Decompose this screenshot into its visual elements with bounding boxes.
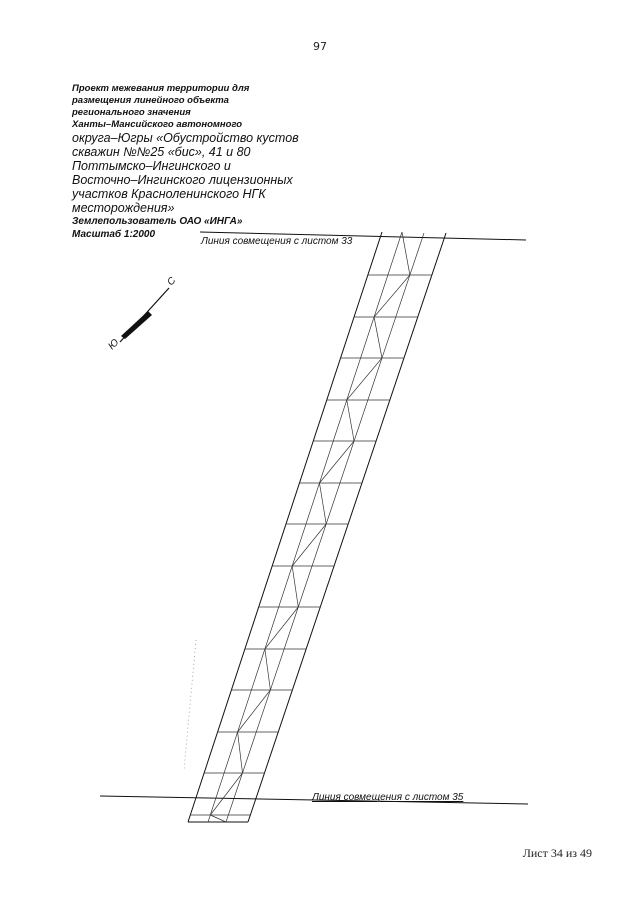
- grid-diagonal: [374, 317, 382, 358]
- title-line: Ханты–Мансийского автономного: [72, 119, 243, 130]
- grid-diagonal: [210, 773, 242, 815]
- dotted-boundary: [184, 640, 196, 770]
- title-line: месторождения»: [72, 201, 175, 215]
- corridor-left-edge: [188, 232, 382, 822]
- sheet-number: Лист 34 из 49: [522, 846, 592, 860]
- title-line: округа–Югры «Обустройство кустов: [72, 131, 299, 145]
- title-line: Поттымско–Ингинского и: [72, 159, 231, 173]
- title-line: Землепользователь ОАО «ИНГА»: [72, 216, 243, 227]
- grid-diagonal: [292, 566, 298, 607]
- title-line: Масштаб 1:2000: [72, 229, 156, 240]
- corridor-right-edge: [248, 233, 446, 822]
- grid-longitudinal: [208, 232, 402, 822]
- grid-diagonal: [319, 483, 326, 524]
- title-line: скважин №№25 «бис», 41 и 80: [72, 145, 251, 159]
- grid-diagonal: [292, 524, 326, 566]
- grid-diagonal: [238, 690, 271, 732]
- page-number: 97: [313, 40, 327, 53]
- grid-diagonal: [265, 607, 298, 649]
- south-label: Ю: [106, 337, 122, 353]
- grid-longitudinal: [226, 233, 424, 822]
- title-line: участков Красноленинского НГК: [72, 187, 266, 201]
- grid-diagonal: [265, 649, 270, 690]
- grid-diagonal: [402, 232, 410, 275]
- title-line: Проект межевания территории для: [72, 83, 250, 94]
- grid-diagonal: [319, 441, 354, 483]
- north-arrow: [106, 275, 178, 352]
- match-line-bottom-label: Линия совмещения с листом 35: [312, 792, 464, 803]
- title-line: регионального значения: [72, 107, 191, 118]
- north-label: С: [165, 275, 179, 289]
- grid-diagonal: [347, 358, 382, 400]
- grid-diagonal: [210, 815, 226, 822]
- grid-diagonal: [347, 400, 354, 441]
- match-line-top-label: Линия совмещения с листом 33: [201, 236, 353, 247]
- title-line: размещения линейного объекта: [72, 95, 229, 106]
- grid-diagonal: [374, 275, 410, 317]
- grid-diagonal: [238, 732, 243, 773]
- title-line: Восточно–Ингинского лицензионных: [72, 173, 293, 187]
- corridor-grid: [190, 232, 432, 822]
